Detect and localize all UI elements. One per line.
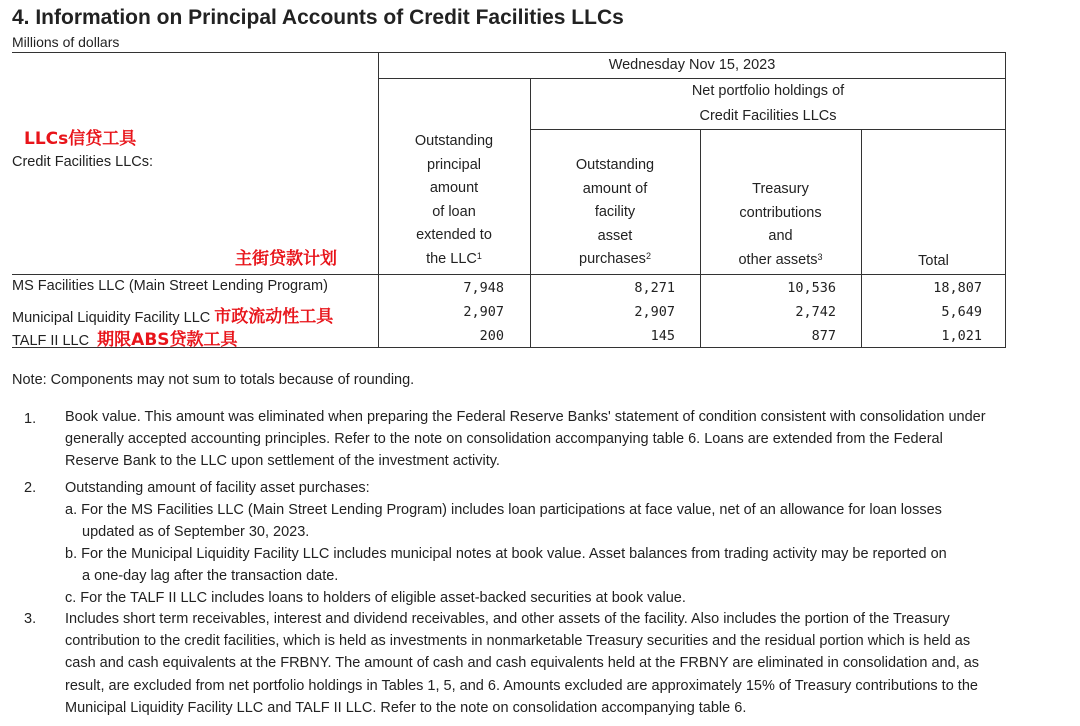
footnote-3-line-4: result, are excluded from net portfolio holdings in Tables 1, 5, and 6. Amounts excluded are approximately 15% of Treasury contributions to the <box>65 677 978 694</box>
cell-treasury: 2,742 <box>795 304 836 320</box>
page-title: 4. Information on Principal Accounts of Credit Facilities LLCs <box>12 6 624 29</box>
rule-header-bottom <box>12 274 1006 275</box>
row-label <box>12 325 238 350</box>
footnote-3-line-1: Includes short term receivables, interest and dividend receivables, and other assets of the facility. Also includes the portion of the Treasury <box>65 611 950 627</box>
hdr-principal-5: extended to <box>416 227 492 244</box>
hdr-facility-4: asset <box>597 227 633 244</box>
cell-principal: 2,907 <box>463 304 504 320</box>
footnote-3-line-2: contribution to the credit facilities, which is held as investments in nonmarketable Treasury securities and the residual portion which is held as <box>65 633 971 650</box>
footnote-2c: c. For the TALF II LLC includes loans to holders of eligible asset-backed securities at book value. <box>65 590 686 606</box>
group-header-line-1: Net portfolio holdings of <box>691 83 845 99</box>
row-group-label: Credit Facilities LLCs: <box>12 154 154 170</box>
cell-facility: 8,271 <box>634 280 675 296</box>
hdr-principal-1: Outstanding <box>414 133 494 149</box>
row-label: MS Facilities LLC (Main Street Lending Program) <box>12 278 328 294</box>
cell-treasury: 10,536 <box>787 280 836 296</box>
cell-facility: 145 <box>650 328 675 344</box>
hdr-facility-5 <box>530 248 700 272</box>
rule-left-top <box>12 52 378 53</box>
row-label <box>12 302 333 327</box>
hdr-facility-3: facility <box>594 204 636 221</box>
cell-principal: 7,948 <box>463 280 504 296</box>
hdr-treasury-2: contributions <box>739 204 822 221</box>
footnote-1-line-1: Book value. This amount was eliminated when preparing the Federal Reserve Banks' statement of condition consistent with consolidation under <box>65 409 986 425</box>
row-annotation: 期限ABS贷款工具 <box>97 330 238 350</box>
footnote-3-line-5: Municipal Liquidity Facility LLC and TALF II LLC. Refer to the note on consolidation accompanying table 6. <box>65 699 747 716</box>
footnote-1-text <box>65 406 986 473</box>
annotation-llcs-credit-tool: LLCs信贷工具 <box>24 129 137 149</box>
footnote-1-number: 1. <box>24 411 37 427</box>
footnote-1-line-2: generally accepted accounting principles. Refer to the note on consolidation accompanying table 6. Loans are extended from the Federal <box>65 431 943 448</box>
hdr-facility-5-text: purchases <box>579 251 646 268</box>
col-header-facility-asset <box>530 154 700 272</box>
hdr-facility-1: Outstanding <box>575 157 655 173</box>
cell-total: 1,021 <box>941 328 982 344</box>
footnote-ref-2: 2 <box>645 251 651 262</box>
rule-group-bottom <box>530 129 1006 130</box>
date-header: Wednesday Nov 15, 2023 <box>608 57 776 73</box>
footnote-1-line-3: Reserve Bank to the LLC upon settlement of the investment activity. <box>65 453 500 470</box>
group-header-line-2: Credit Facilities LLCs <box>699 108 837 124</box>
rule-top-header <box>378 52 1006 53</box>
col-header-outstanding-principal <box>378 130 530 272</box>
footnote-3-text <box>65 608 979 719</box>
cell-total: 5,649 <box>941 304 982 320</box>
footnote-ref-1: 1 <box>476 250 482 261</box>
hdr-principal-6 <box>378 248 530 272</box>
cell-facility: 2,907 <box>634 304 675 320</box>
row-label-text: TALF II LLC <box>12 333 90 349</box>
row-label-text: Municipal Liquidity Facility LLC <box>12 310 211 326</box>
col-header-treasury <box>700 178 861 272</box>
footnote-3-line-3: cash and cash equivalents at the FRBNY. The amount of cash and cash equivalents held at the FRBNY are eliminated in consolidation and, as <box>65 655 980 672</box>
units-label: Millions of dollars <box>12 34 120 50</box>
hdr-principal-6-text: the LLC <box>426 250 477 267</box>
hdr-treasury-4-text: other assets <box>738 251 818 268</box>
footnote-2b-line-1: b. For the Municipal Liquidity Facility LLC includes municipal notes at book value. Asset balances from trading activity may be reported on <box>65 546 947 562</box>
footnote-2b-line-2: a one-day lag after the transaction date. <box>82 568 339 585</box>
footnote-3-number: 3. <box>24 611 37 627</box>
hdr-treasury-3: and <box>768 228 793 245</box>
hdr-treasury-1: Treasury <box>752 181 809 197</box>
cell-treasury: 877 <box>811 328 836 344</box>
group-header <box>530 79 1006 129</box>
annotation-main-street-plan: 主街贷款计划 <box>235 249 337 269</box>
footnote-2a-line-2: updated as of September 30, 2023. <box>82 524 310 541</box>
footnote-ref-3: 3 <box>817 251 823 262</box>
col-header-total: Total <box>918 253 949 269</box>
hdr-principal-2: principal <box>427 156 481 173</box>
hdr-principal-3: amount <box>429 180 479 197</box>
footnote-2b <box>65 543 947 587</box>
rounding-note: Note: Components may not sum to totals because of rounding. <box>12 372 415 388</box>
cell-total: 18,807 <box>933 280 982 296</box>
cell-principal: 200 <box>479 328 504 344</box>
hdr-principal-4: of loan <box>432 203 476 220</box>
footnote-2-number: 2. <box>24 480 37 496</box>
row-annotation: 市政流动性工具 <box>214 307 334 327</box>
hdr-treasury-4 <box>700 249 861 273</box>
footnote-2a-line-1: a. For the MS Facilities LLC (Main Street Lending Program) includes loan participations at face value, net of an allowance for loan losses <box>65 502 942 518</box>
footnote-2a <box>65 499 942 543</box>
hdr-facility-2: amount of <box>582 180 648 197</box>
footnote-2-title: Outstanding amount of facility asset purchases: <box>65 480 370 496</box>
